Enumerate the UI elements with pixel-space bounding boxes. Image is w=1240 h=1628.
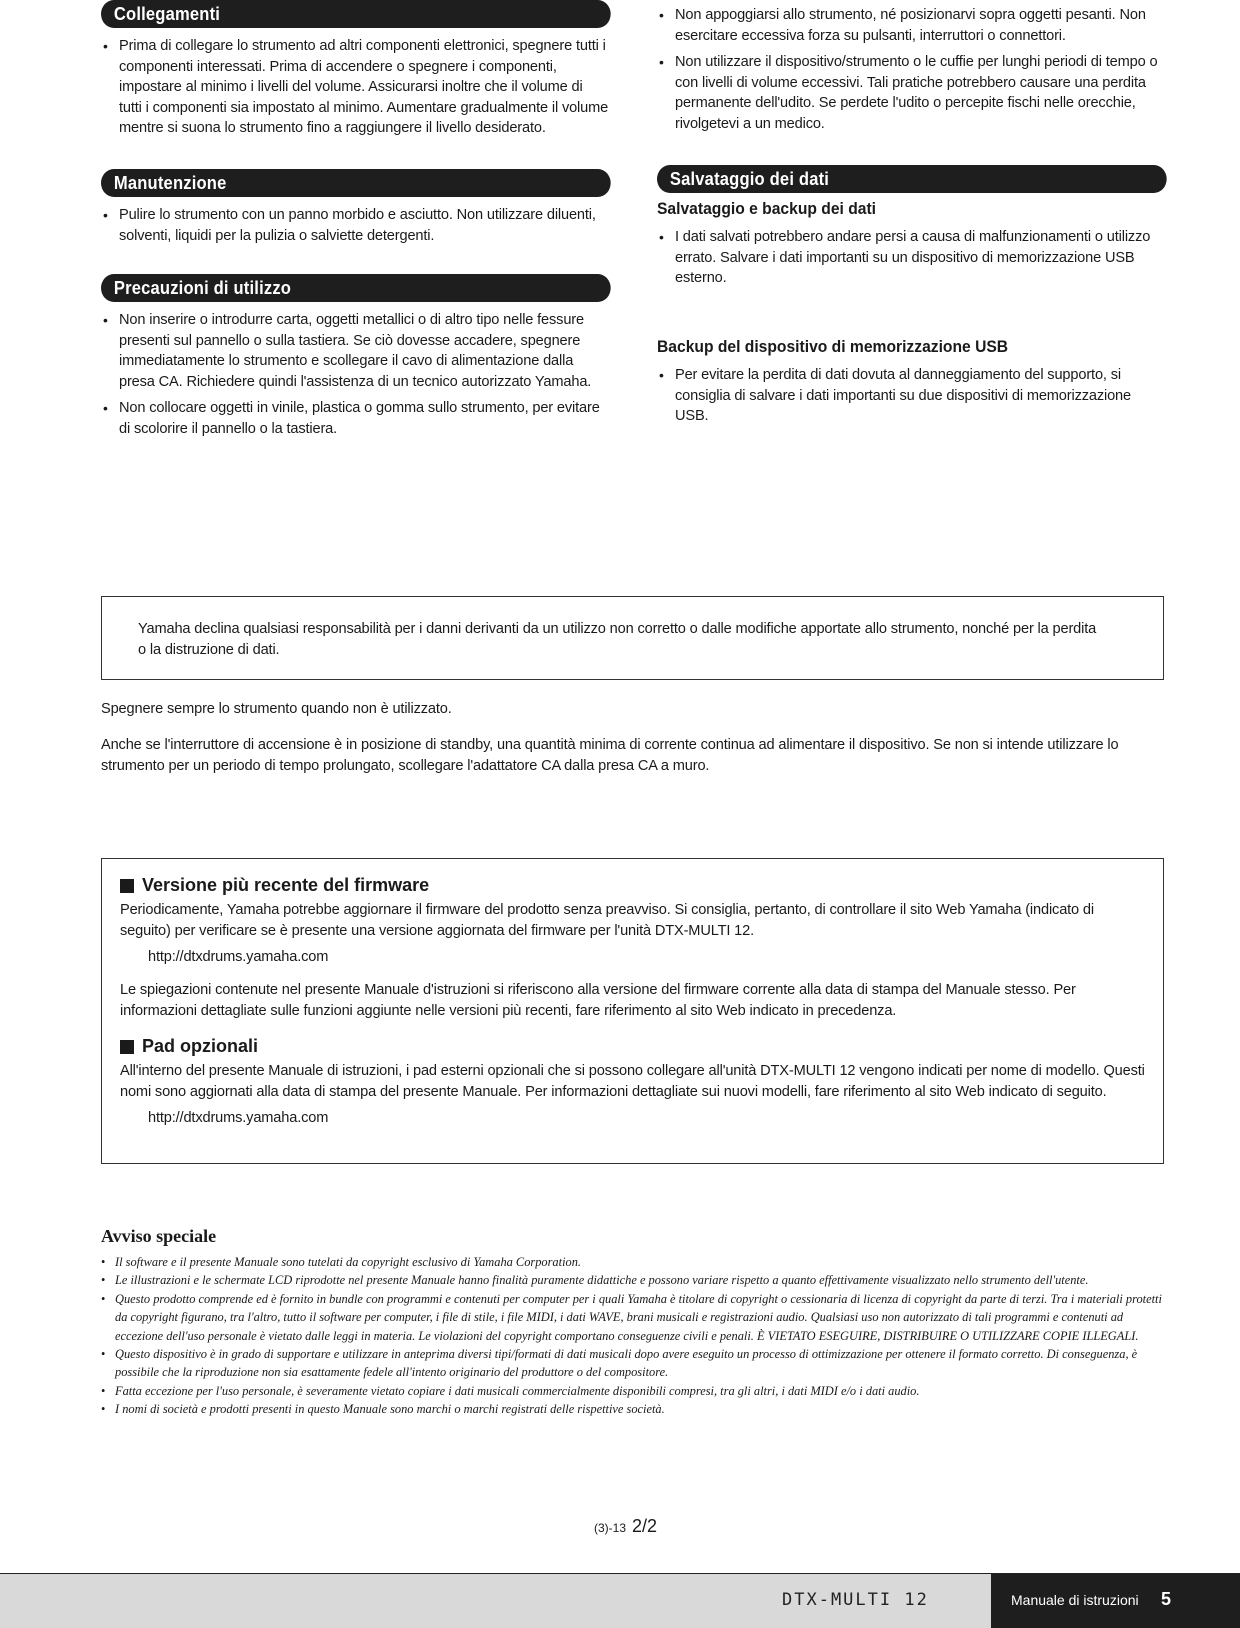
firmware-title: Versione più recente del firmware: [142, 875, 430, 895]
bullet-list: [657, 365, 1165, 427]
special-notice-list: [101, 1253, 1164, 1419]
list-item: • Non inserire o introdurre carta, oggetti metallici o di altro tipo nelle fessure presenti sul pannello o sulla tastiera. Se ciò dovesse accadere, spegnere immediatamente lo strumento e scollegare il cavo di alimentazione dalla presa CA. Richiedere quindi l'assistenza di un tecnico autorizzato Yamaha.: [101, 310, 609, 392]
list-item: • Fatta eccezione per l'uso personale, è severamente vietato copiare i dati musicali commercialmente disponibili compresi, tra gli altri, i dati MIDI e/o i dati audio.: [101, 1382, 1164, 1400]
pads-text: All'interno del presente Manuale di istruzioni, i pad esterni opzionali che si possono collegare all'unità DTX-MULTI 12 vengono indicati per nome di modello. Questi nomi sono aggiornati alla data di stampa del presente Manuale. Per informazioni dettagliate sui nuovi modelli, fare riferimento al sito Web indicato di seguito.: [120, 1063, 1145, 1100]
list-item: • Le illustrazioni e le schermate LCD riprodotte nel presente Manuale hanno finalità puramente didattiche e possono variare rispetto a quanto effettivamente visualizzato nello strumento dell'utente.: [101, 1271, 1164, 1289]
model-name: DTX-MULTI 12: [782, 1590, 929, 1610]
firmware-text: Periodicamente, Yamaha potrebbe aggiornare il firmware del prodotto senza preavviso. Si consiglia, pertanto, di controllare il sito Web Yamaha (indicato di seguito) per verificare se è presente una versione aggiornata del firmware per l'unità DTX-MULTI 12.: [120, 902, 1094, 939]
bullet-list: [101, 205, 609, 246]
footer-label-block: [991, 1574, 1240, 1628]
pads-heading: [120, 1036, 1145, 1057]
list-item: • I dati salvati potrebbero andare persi a causa di malfunzionamenti o utilizzo errato. Salvare i dati importanti su un dispositivo di memorizzazione USB esterno.: [657, 227, 1165, 289]
pads-title: Pad opzionali: [142, 1036, 259, 1056]
firmware-url: http://dtxdrums.yamaha.com: [148, 949, 329, 965]
section-precauzioni: [101, 274, 609, 446]
list-item: • Prima di collegare lo strumento ad altri componenti elettronici, spegnere tutti i componenti interessati. Prima di accendere o spegnere i componenti, impostare al minimo i livelli del volume. Assicurarsi inoltre che il volume di tutti i componenti sia impostato al minimo. Aumentare gradualmente il volume mentre si suona lo strumento fino a raggiungere il livello desiderato.: [101, 36, 609, 139]
manual-label: Manuale di istruzioni: [1011, 1592, 1139, 1608]
section-salvataggio: [657, 165, 1165, 295]
special-notice: [101, 1226, 1164, 1419]
footer: [0, 1573, 1240, 1628]
square-bullet-icon: [120, 879, 134, 893]
bullet-list: [101, 36, 609, 139]
section-header: Salvataggio dei dati: [657, 165, 1167, 193]
special-notice-title: Avviso speciale: [101, 1226, 217, 1246]
section-header: Manutenzione: [101, 169, 611, 197]
bullet-list: [657, 227, 1165, 289]
page-code: [594, 1516, 657, 1537]
list-item: • Pulire lo strumento con un panno morbido e asciutto. Non utilizzare diluenti, solventi, liquidi per la pulizia o salviette detergenti.: [101, 205, 609, 246]
section-manutenzione: [101, 169, 609, 252]
section-header: Collegamenti: [101, 0, 611, 28]
firmware-heading: [120, 875, 1145, 896]
pads-url: http://dtxdrums.yamaha.com: [148, 1110, 329, 1126]
list-item: • Non utilizzare il dispositivo/strumento o le cuffie per lunghi periodi di tempo o con livelli di volume eccessivi. Tali pratiche potrebbero causare una perdita permanente dell'udito. Se perdete l'udito o percepite fischi nelle orecchie, rivolgetevi a un medico.: [657, 52, 1165, 134]
list-item: • Questo dispositivo è in grado di supportare e utilizzare in anteprima diversi tipi/formati di dati musicali dopo avere eseguito un processo di ottimizzazione per ottenere il formato corretto. Di conseguenza, è possibile che la riproduzione non sia esattamente fedele all'intento originario del produttore o del compositore.: [101, 1345, 1164, 1382]
list-item: • Non appoggiarsi allo strumento, né posizionarvi sopra oggetti pesanti. Non esercitare eccessiva forza su pulsanti, interruttori o connettori.: [657, 5, 1165, 46]
list-item: • Questo prodotto comprende ed è fornito in bundle con programmi e contenuti per computer per i quali Yamaha è titolare di copyright o cessionaria di licenza di copyright da parte di terzi. Tra i materiali protetti da copyright figurano, tra l'altro, tutto il software per computer, i file di stile, i file MIDI, i dati WAVE, brani musicali e registrazioni audio. Qualsiasi uso non autorizzato di tali programmi e contenuti ad eccezione dell'uso personale è vietato dalle leggi in materia. Le violazioni del copyright comportano conseguenze civili e penali. È VIETATO ESEGUIRE, DISTRIBUIRE O UTILIZZARE COPIE ILLEGALI.: [101, 1290, 1164, 1345]
disclaimer-text: Yamaha declina qualsiasi responsabilità per i danni derivanti da un utilizzo non corretto o dalle modifiche apportate allo strumento, nonché per la perdita o la distruzione di dati.: [138, 621, 1097, 658]
section-header: Precauzioni di utilizzo: [101, 274, 611, 302]
list-item: • Il software e il presente Manuale sono tutelati da copyright esclusivo di Yamaha Corporation.: [101, 1253, 1164, 1271]
power-note-2: Anche se l'interruttore di accensione è in posizione di standby, una quantità minima di corrente continua ad alimentare il dispositivo. Se non si intende utilizzare lo strumento per un periodo di tempo prolungato, scollegare l'adattatore CA dalla presa CA a muro.: [101, 737, 1119, 774]
section-collegamenti: [101, 0, 609, 145]
info-box: [101, 858, 1164, 1164]
bullet-list: [657, 5, 1165, 141]
list-item: • Non collocare oggetti in vinile, plastica o gomma sullo strumento, per evitare di scolorire il pannello o la tastiera.: [101, 398, 609, 439]
power-note-1: Spegnere sempre lo strumento quando non è utilizzato.: [101, 701, 452, 717]
section-backup-usb: [657, 331, 1165, 433]
page-code-page: 2/2: [632, 1516, 658, 1536]
bullet-list: [101, 310, 609, 440]
firmware-text-2: Le spiegazioni contenute nel presente Manuale d'istruzioni si riferiscono alla versione del firmware corrente alla data di stampa del Manuale stesso. Per informazioni dettagliate sulle funzioni aggiunte nelle versioni più recenti, fare riferimento al sito Web indicato in precedenza.: [120, 982, 1076, 1019]
disclaimer-box: [101, 596, 1164, 680]
sub-heading: Backup del dispositivo di memorizzazione USB: [657, 337, 1009, 356]
page-code-id: (3)-13: [594, 1521, 627, 1535]
page-number: 5: [1161, 1589, 1172, 1609]
list-item: • I nomi di società e prodotti presenti in questo Manuale sono marchi o marchi registrati delle rispettive società.: [101, 1400, 1164, 1418]
square-bullet-icon: [120, 1040, 134, 1054]
list-item: • Per evitare la perdita di dati dovuta al danneggiamento del supporto, si consiglia di salvare i dati importanti su due dispositivi di memorizzazione USB.: [657, 365, 1165, 427]
sub-heading: Salvataggio e backup dei dati: [657, 199, 877, 218]
